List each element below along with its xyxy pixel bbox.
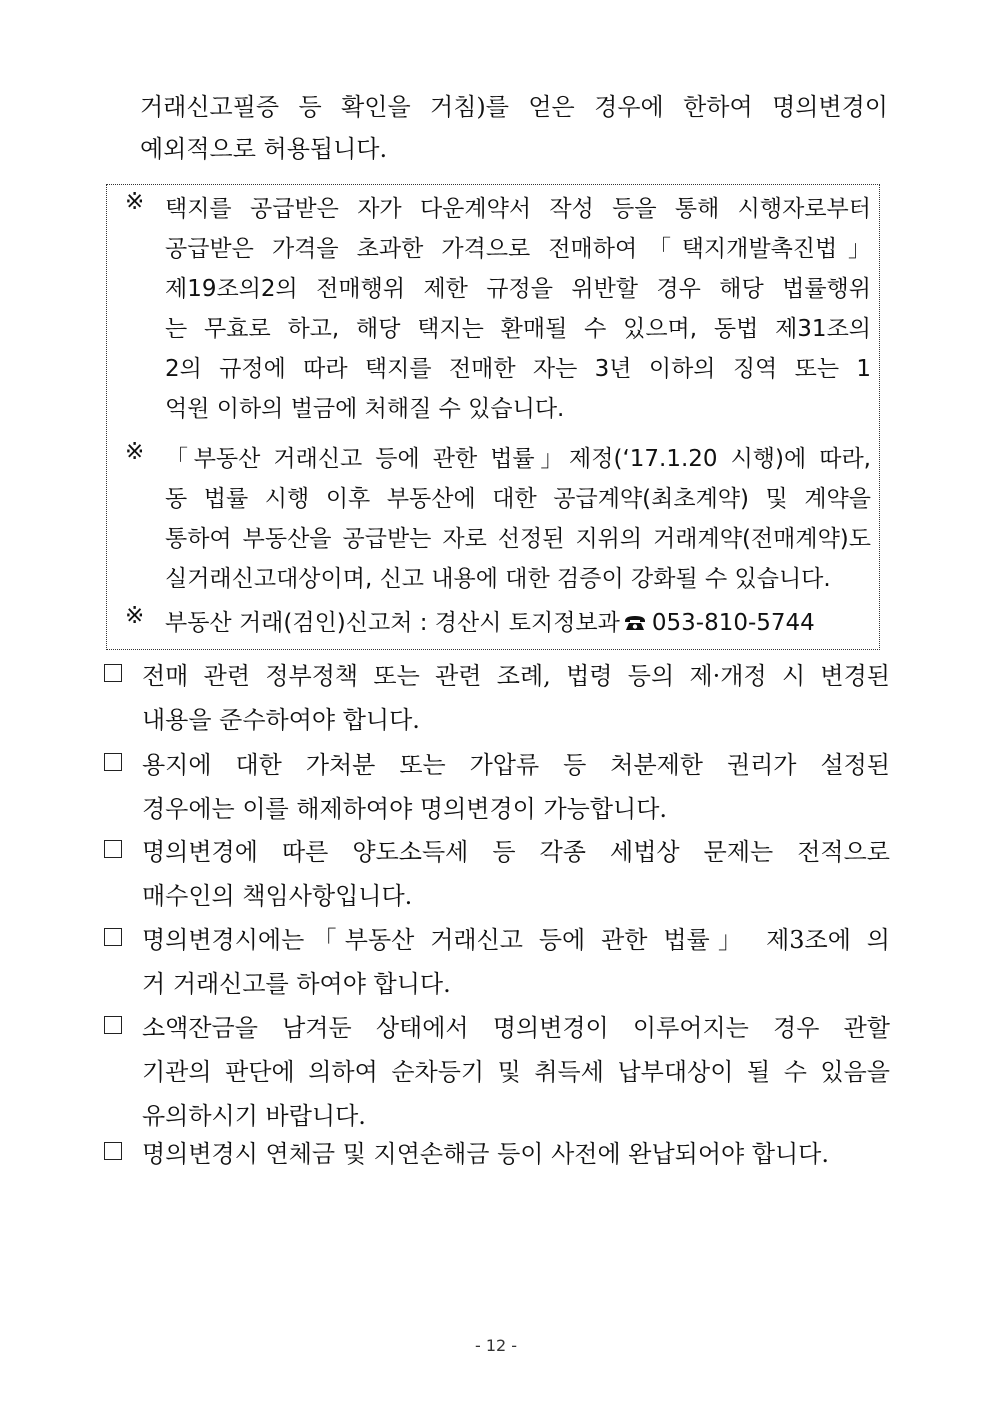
notice-line: 동 법률 시행 이후 부동산에 대한 공급계약(최초계약) 및 계약을 [165,486,871,512]
notice-resale-restriction [125,189,871,429]
notice-line: 실거래신고대상이며, 신고 내용에 대한 검증이 강화될 수 있습니다. [165,566,831,592]
checklist-item [104,743,890,831]
contact-label: 부동산 거래(검인)신고처 : 경산시 토지정보과 [165,610,620,636]
checkbox-icon [104,1142,122,1160]
notice-line: 「부동산 거래신고 등에 관한 법률」제정(‘17.1.20 시행)에 따라, [165,446,871,472]
item-line: 명의변경시에는「부동산 거래신고 등에 관한 법률」 제3조에 의 [142,926,890,954]
notice-line: 2의 규정에 따라 택지를 전매한 자는 3년 이하의 징역 또는 1 [165,356,871,382]
checklist-item [104,918,890,1006]
reference-mark: ※ [125,439,145,465]
item-line: 기관의 판단에 의하여 순차등기 및 취득세 납부대상이 될 수 있음을 [142,1058,890,1086]
notice-line: 억원 이하의 벌금에 처해질 수 있습니다. [165,396,565,422]
checkbox-icon [104,840,122,858]
notice-transaction-report-law [125,439,871,599]
item-line: 소액잔금을 남겨둔 상태에서 명의변경이 이루어지는 경우 관할 [142,1014,890,1042]
item-line: 유의하시기 바랍니다. [142,1102,366,1130]
intro-line: 거래신고필증 등 확인을 거침)를 얻은 경우에 한하여 명의변경이 [140,93,888,121]
intro-line: 예외적으로 허용됩니다. [140,135,388,163]
item-line: 용지에 대한 가처분 또는 가압류 등 처분제한 권리가 설정된 [142,751,890,779]
intro-paragraph [140,86,888,170]
checklist-item [104,654,890,742]
item-line: 내용을 준수하여야 합니다. [142,706,420,734]
item-line: 명의변경시 연체금 및 지연손해금 등이 사전에 완납되어야 합니다. [142,1140,829,1168]
checkbox-icon [104,664,122,682]
item-line: 전매 관련 정부정책 또는 관련 조례, 법령 등의 제·개정 시 변경된 [142,662,890,690]
item-line: 경우에는 이를 해제하여야 명의변경이 가능합니다. [142,795,668,823]
notice-line: 통하여 부동산을 공급받는 자로 선정된 지위의 거래계약(전매계약)도 [165,526,871,552]
item-line: 명의변경에 따른 양도소득세 등 각종 세법상 문제는 전적으로 [142,838,890,866]
checkbox-icon [104,1016,122,1034]
checklist-item [104,1132,890,1176]
notice-line: 택지를 공급받은 자가 다운계약서 작성 등을 통해 시행자로부터 [165,196,871,222]
checkbox-icon [104,928,122,946]
reference-mark: ※ [125,189,145,215]
notice-line: 는 무효로 하고, 해당 택지는 환매될 수 있으며, 동법 제31조의 [165,316,871,342]
notice-contact [125,603,871,643]
item-line: 매수인의 책임사항입니다. [142,882,413,910]
checklist-item [104,1006,890,1138]
page-number: - 12 - [474,1336,518,1355]
notice-line: 제19조의2의 전매행위 제한 규정을 위반할 경우 해당 법률행위 [165,276,871,302]
item-line: 거 거래신고를 하여야 합니다. [142,970,451,998]
checkbox-icon [104,753,122,771]
notice-line: 공급받은 가격을 초과한 가격으로 전매하여「택지개발촉진법」 [165,236,871,262]
contact-phone: 053-810-5744 [651,610,815,636]
checklist-item [104,830,890,918]
reference-mark: ※ [125,603,145,629]
phone-icon [624,615,646,631]
notice-box [106,184,880,650]
